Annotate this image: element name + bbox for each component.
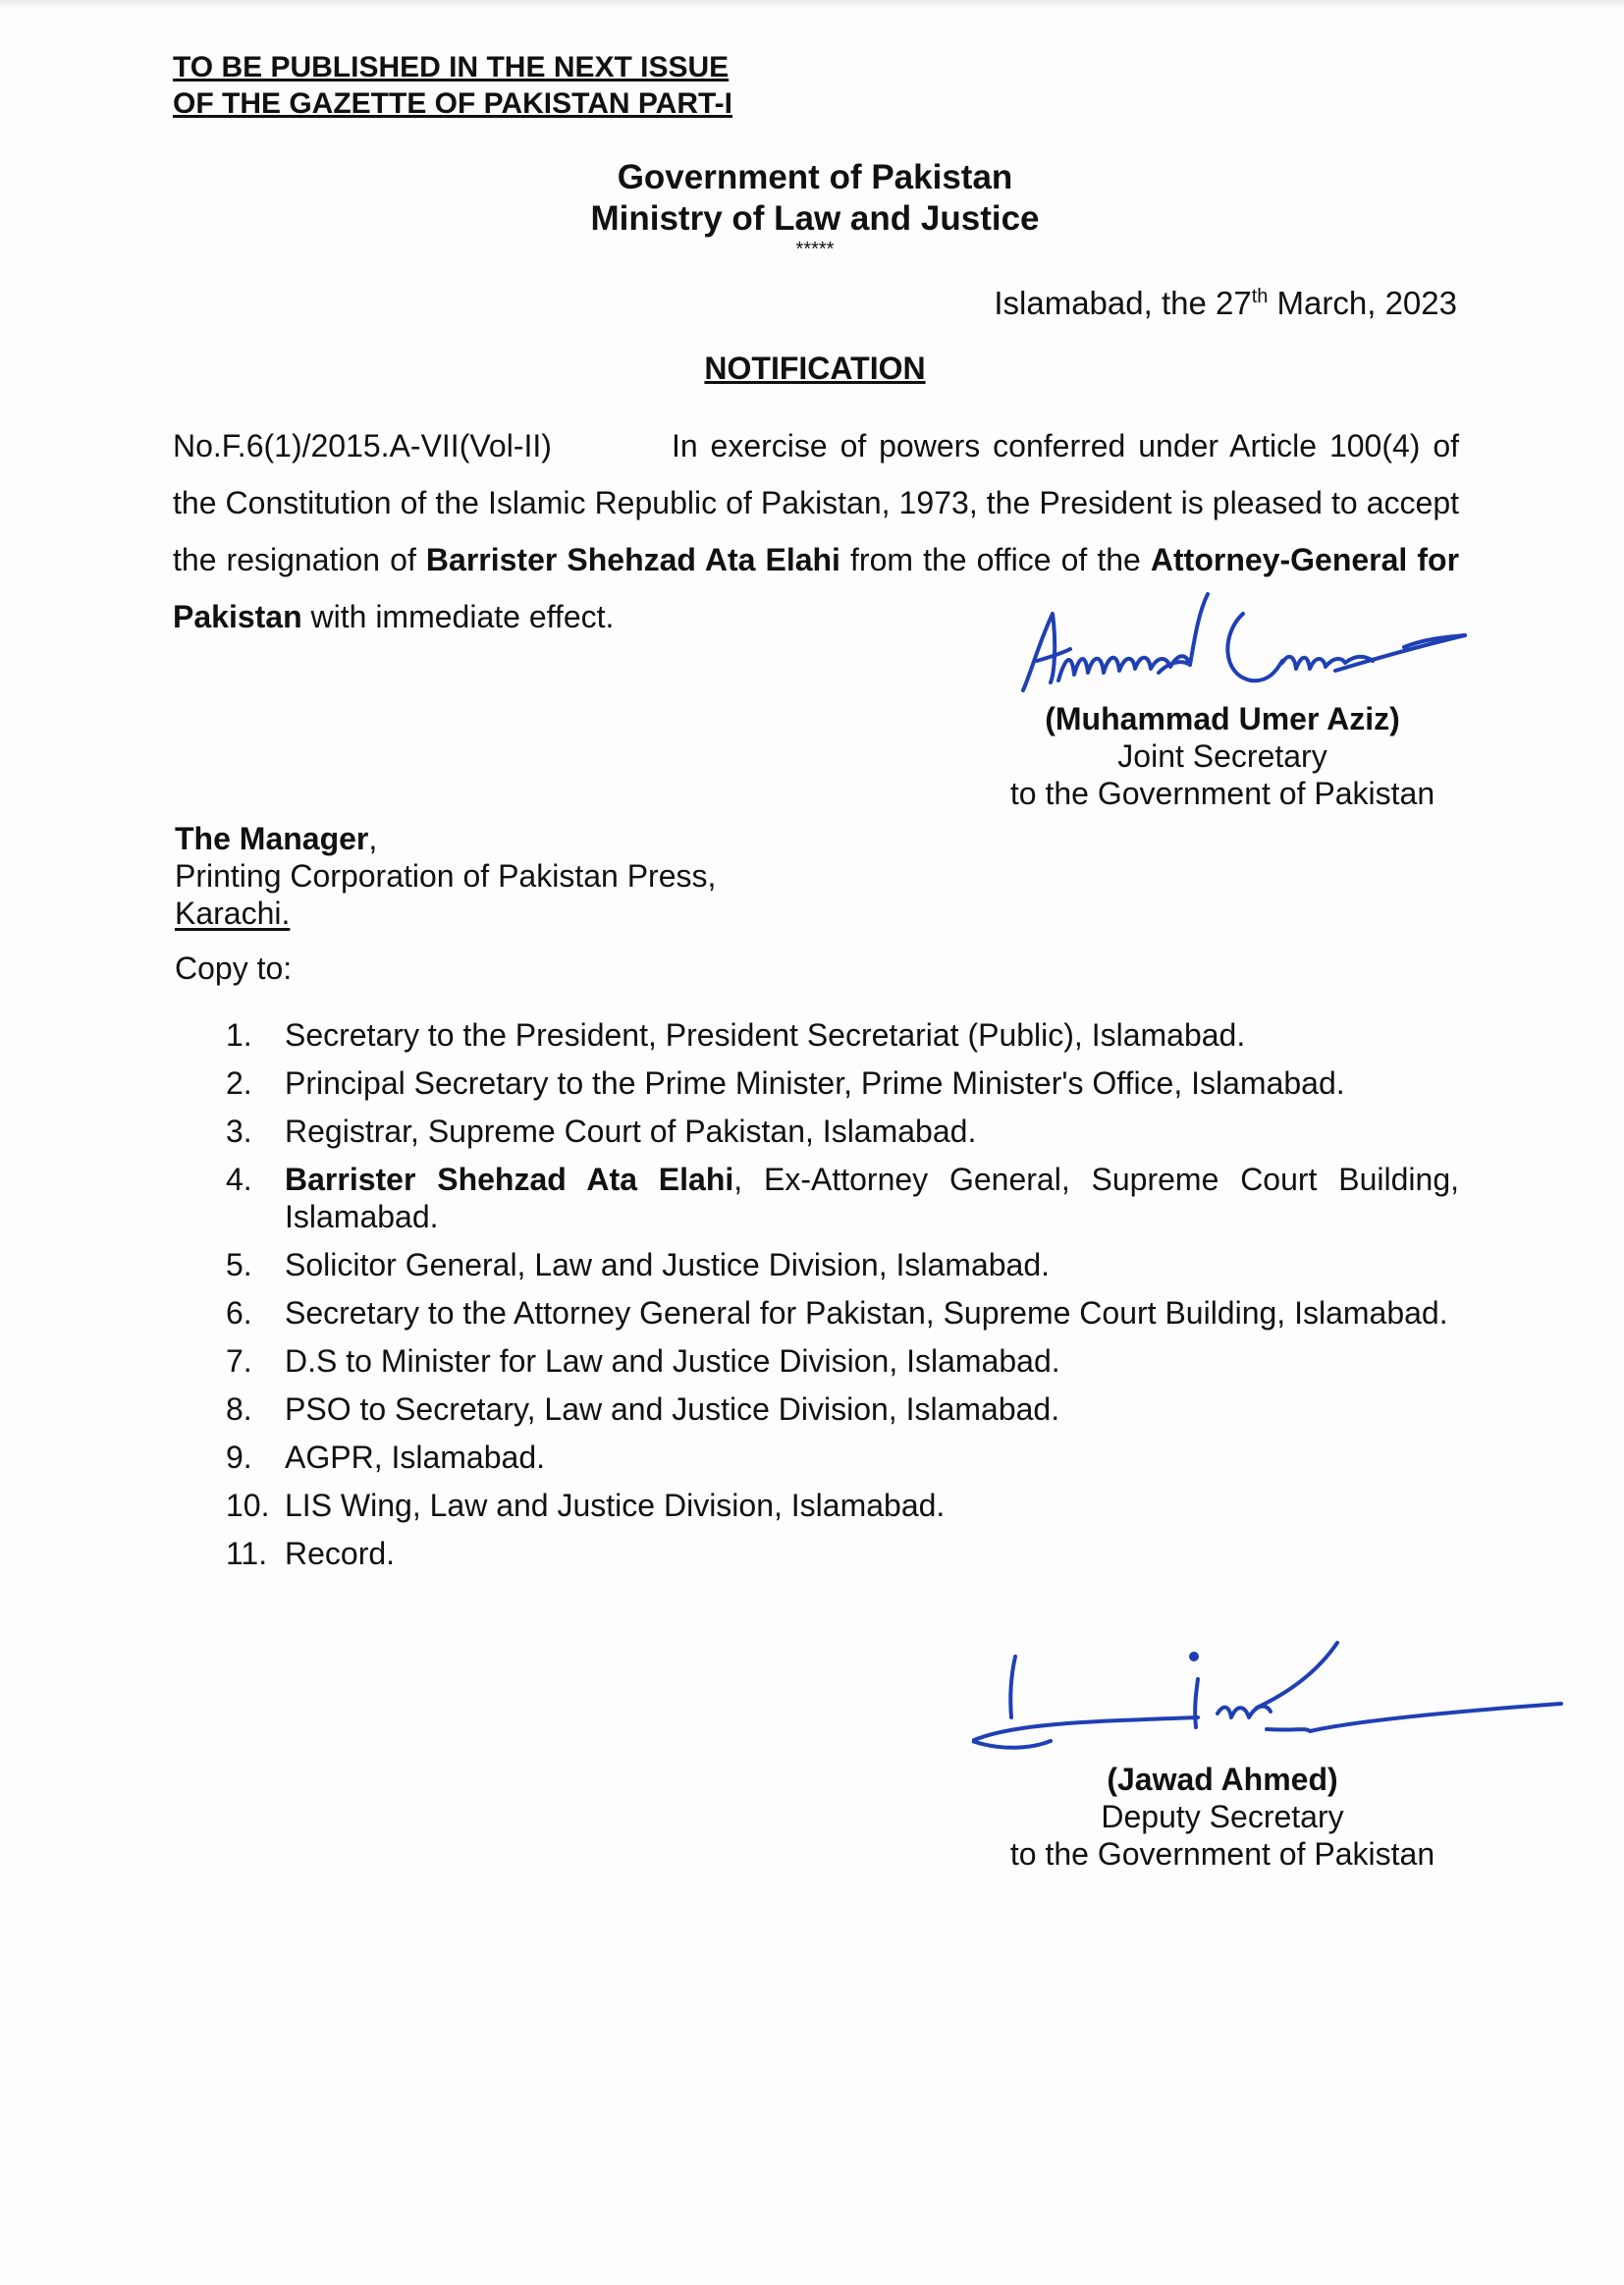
list-item-text: Registrar, Supreme Court of Pakistan, Islamabad.: [285, 1114, 977, 1149]
notification-reference-number: No.F.6(1)/2015.A-VII(Vol-II): [173, 428, 552, 463]
notification-text-1: In exercise of powers conferred under Article 100(4) of the Constitution of the Islamic Republic of Pakistan, 1973, the President is pleased to accept the resignation of: [173, 428, 1459, 577]
list-item-text: Secretary to the Attorney General for Pakistan, Supreme Court Building, Islamabad.: [285, 1295, 1448, 1331]
addressee-organization: Printing Corporation of Pakistan Press,: [175, 858, 717, 894]
list-item-text: PSO to Secretary, Law and Justice Division, Islamabad.: [285, 1391, 1060, 1427]
addressee-title: The Manager: [175, 821, 369, 856]
scan-edge: [0, 0, 1624, 8]
resigning-officer-name: Barrister Shehzad Ata Elahi: [425, 542, 840, 577]
list-item: [226, 1535, 1459, 1572]
list-item-number: 2.: [226, 1065, 252, 1101]
signatory-1-name: (Muhammad Umer Aziz): [1045, 701, 1400, 736]
list-item-number: 9.: [226, 1440, 252, 1475]
list-item-number: 8.: [226, 1391, 252, 1427]
date-ordinal-suffix: th: [1251, 286, 1269, 307]
date-prefix: Islamabad, the 27: [994, 285, 1252, 321]
list-item-number: 3.: [226, 1114, 252, 1149]
gazette-header-line-1: TO BE PUBLISHED IN THE NEXT ISSUE: [173, 51, 730, 83]
addressee-title-line: [175, 820, 716, 857]
list-item-text: Principal Secretary to the Prime Minister, Prime Minister's Office, Islamabad.: [285, 1065, 1345, 1101]
date-suffix: March, 2023: [1268, 285, 1457, 321]
list-item-text: Solicitor General, Law and Justice Division, Islamabad.: [285, 1247, 1051, 1282]
list-item-number: 6.: [226, 1295, 252, 1331]
list-item: [226, 1439, 1459, 1476]
office-name: Attorney-General for Pakistan: [173, 542, 1460, 634]
signature-muhammad-umer-aziz: [1011, 584, 1473, 702]
notification-text-2: from the office of the: [839, 542, 1151, 577]
signatory-2-name: (Jawad Ahmed): [1107, 1762, 1338, 1797]
list-item-text: , Ex-Attorney General, Supreme Court Building, Islamabad.: [285, 1162, 1460, 1234]
copy-to-label: Copy to:: [175, 951, 293, 986]
title-separator: *****: [795, 239, 835, 260]
signatory-2-organization: to the Government of Pakistan: [1009, 1836, 1435, 1872]
list-item-number: 5.: [226, 1247, 252, 1282]
list-item: [226, 1342, 1459, 1380]
list-item-number: 10.: [226, 1488, 270, 1523]
list-item: [226, 1294, 1459, 1332]
ministry-name: Ministry of Law and Justice: [590, 199, 1040, 238]
list-item: [226, 1487, 1459, 1524]
addressee-title-comma: ,: [368, 821, 378, 856]
addressee-block: [175, 820, 716, 932]
list-item: [226, 1390, 1459, 1428]
list-item-text: Record.: [285, 1536, 396, 1571]
list-item: [226, 1016, 1459, 1054]
addressee-city: Karachi.: [175, 896, 291, 931]
government-title-block: [491, 157, 1139, 240]
list-item-text: Secretary to the President, President Secretariat (Public), Islamabad.: [285, 1017, 1246, 1053]
list-item: [226, 1064, 1459, 1102]
list-item-number: 1.: [226, 1017, 252, 1053]
list-item-text: D.S to Minister for Law and Justice Division, Islamabad.: [285, 1343, 1060, 1379]
list-item-text: LIS Wing, Law and Justice Division, Islamabad.: [285, 1488, 946, 1523]
date-line: [994, 277, 1457, 323]
signatory-2-designation: Deputy Secretary: [1101, 1799, 1344, 1834]
list-item-number: 4.: [226, 1162, 252, 1197]
signatory-1-block: [972, 700, 1473, 812]
list-item: [226, 1113, 1459, 1150]
signatory-2-block: [972, 1761, 1473, 1873]
list-item-number: 7.: [226, 1343, 252, 1379]
notification-text-3: with immediate effect.: [301, 599, 615, 634]
signatory-1-organization: to the Government of Pakistan: [1009, 776, 1435, 811]
list-item: [226, 1161, 1459, 1235]
list-item-number: 11.: [226, 1536, 268, 1571]
gazette-header-line-2: OF THE GAZETTE OF PAKISTAN PART-I: [173, 87, 732, 120]
signature-jawad-ahmed: [972, 1635, 1581, 1763]
list-item-bold-name: Barrister Shehzad Ata Elahi: [285, 1162, 734, 1197]
list-item: [226, 1246, 1459, 1283]
government-name: Government of Pakistan: [617, 158, 1013, 196]
copy-to-list: [226, 1016, 1459, 1583]
gazette-publication-header: [173, 49, 732, 122]
list-item-text: AGPR, Islamabad.: [285, 1440, 545, 1475]
signatory-1-designation: Joint Secretary: [1117, 738, 1327, 774]
notification-heading: NOTIFICATION: [704, 351, 926, 386]
